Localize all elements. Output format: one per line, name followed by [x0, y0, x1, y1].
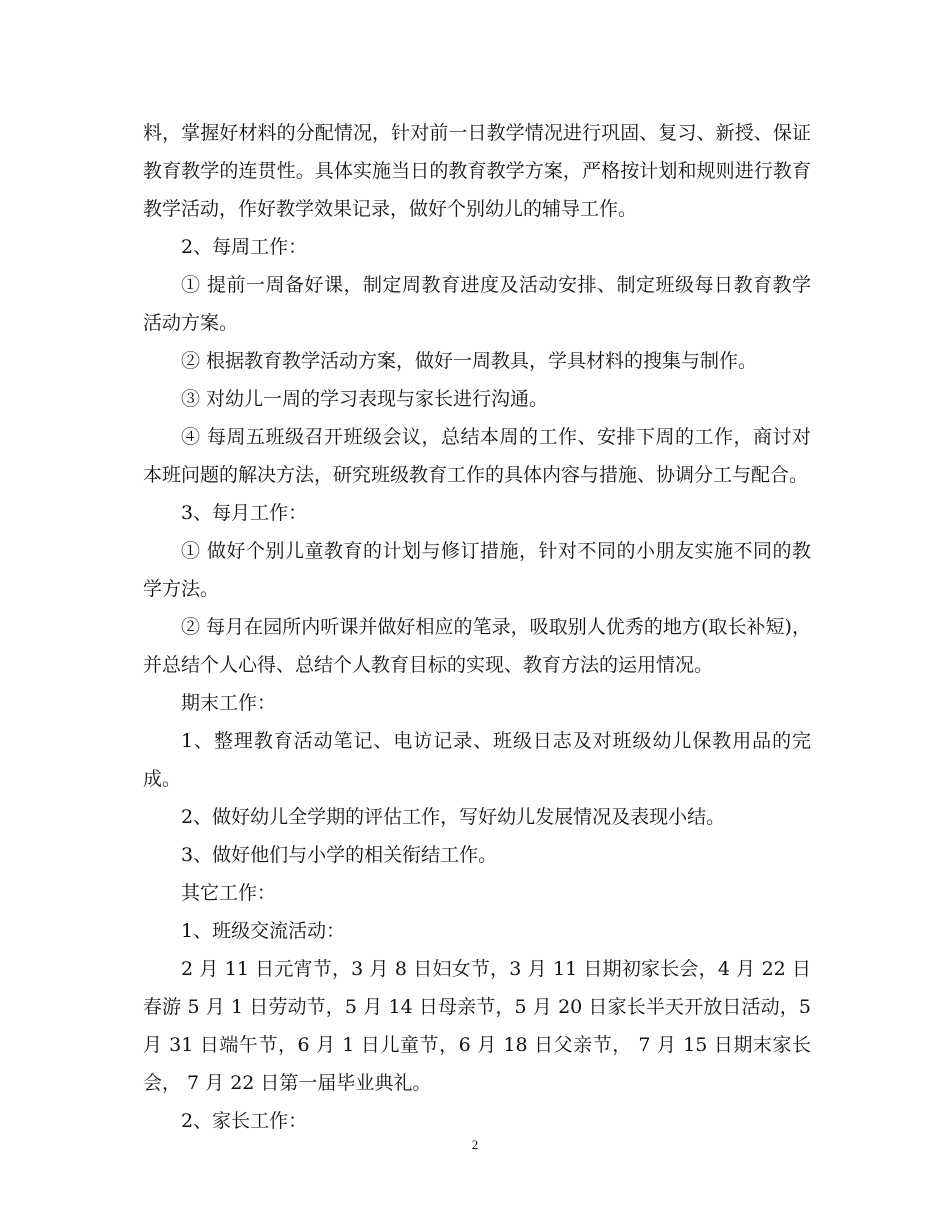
paragraph-16: 2 月 11 日元宵节，3 月 8 日妇女节，3 月 11 日期初家长会，4 月 22 日春游 5 月 1 日劳动节，5 月 14 日母亲节，5 月 20 日家长半天开放日活动，5 月 31 日端午节，6 月 1 日儿童节，6 月 18 日父亲节， 7 月 15 日期末家长会， 7 月 22 日第一届毕业典礼。	[143, 958, 811, 1094]
paragraph-14: 其它工作：	[181, 882, 277, 904]
page-number: 2	[471, 1137, 479, 1152]
paragraph-1: 料，掌握好材料的分配情况，针对前一日教学情况进行巩固、复习、新授、保证教育教学的连贯性。具体实施当日的教育教学方案，严格按计划和规则进行教育教学活动，作好教学效果记录，做好个别幼儿的辅导工作。	[143, 122, 811, 220]
paragraph-12: 2、做好幼儿全学期的评估工作，写好幼儿发展情况及表现小结。	[181, 806, 726, 828]
paragraph-10: 期末工作：	[181, 692, 277, 714]
paragraph-5: ③ 对幼儿一周的学习表现与家长进行沟通。	[181, 388, 549, 410]
paragraph-11: 1、整理教育活动笔记、电访记录、班级日志及对班级幼儿保教用品的完成。	[143, 730, 811, 790]
paragraph-7: 3、每月工作：	[181, 502, 308, 524]
paragraph-15: 1、班级交流活动：	[181, 920, 346, 942]
paragraph-13: 3、做好他们与小学的相关衔结工作。	[181, 844, 498, 866]
paragraph-3: ① 提前一周备好课，制定周教育进度及活动安排、制定班级每日教育教学活动方案。	[143, 274, 811, 334]
paragraph-4: ② 根据教育教学活动方案，做好一周教具，学具材料的搜集与制作。	[181, 350, 758, 372]
paragraph-8: ① 做好个别儿童教育的计划与修订措施，针对不同的小朋友实施不同的教学方法。	[143, 540, 811, 600]
paragraph-2: 2、每周工作：	[181, 236, 308, 258]
paragraph-17: 2、家长工作：	[181, 1110, 308, 1132]
document-body	[143, 114, 811, 1140]
paragraph-9: ② 每月在园所内听课并做好相应的笔录，吸取别人优秀的地方(取长补短)，并总结个人心得、总结个人教育目标的实现、教育方法的运用情况。	[143, 616, 811, 676]
paragraph-6: ④ 每周五班级召开班级会议，总结本周的工作、安排下周的工作，商讨对本班问题的解决方法，研究班级教育工作的具体内容与措施、协调分工与配合。	[143, 426, 811, 486]
